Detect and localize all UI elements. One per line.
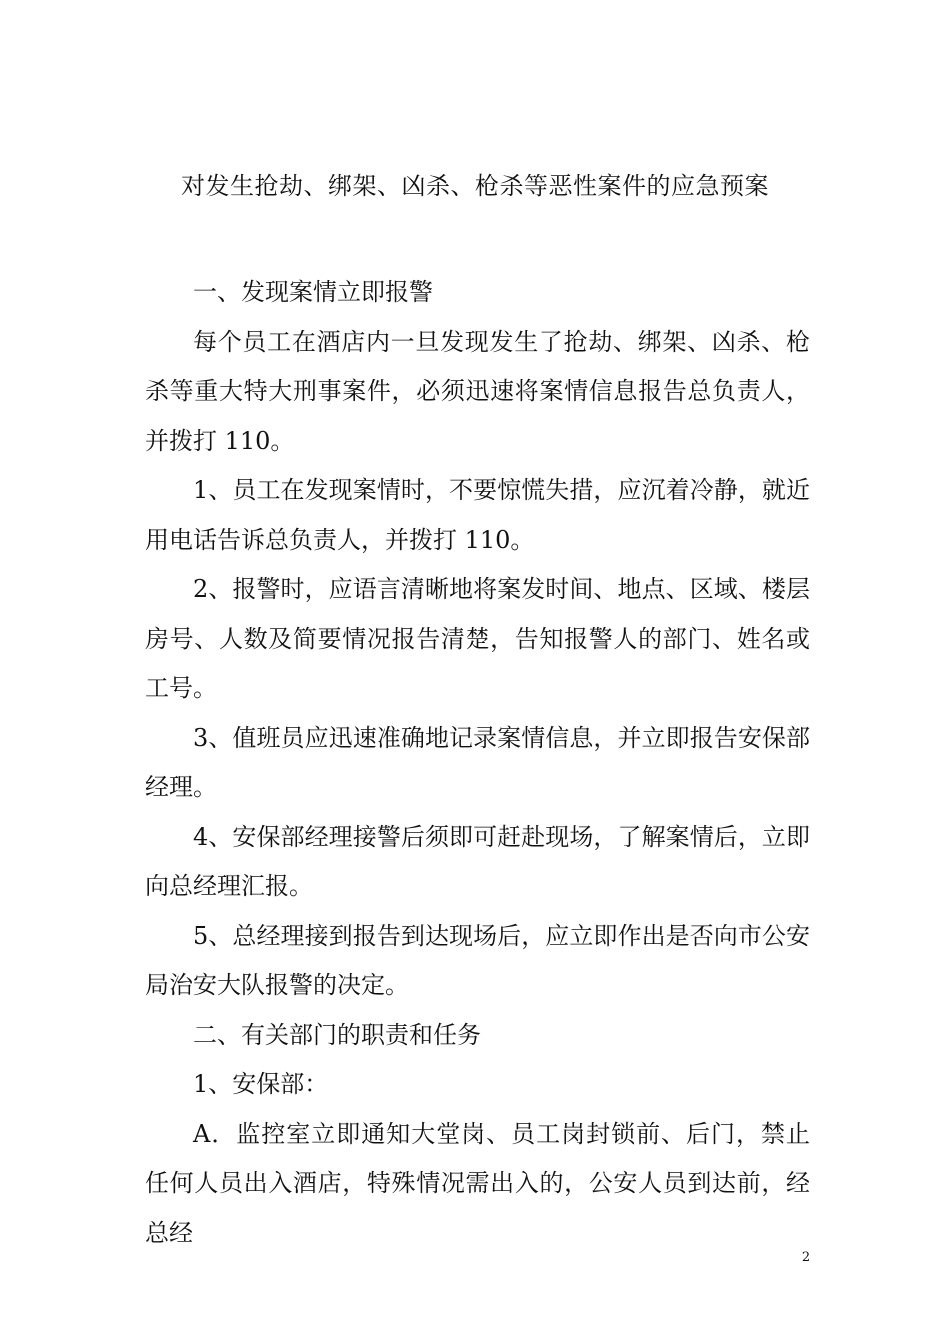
section-heading-1: 一、发现案情立即报警 <box>193 278 433 306</box>
body-paragraph: 每个员工在酒店内一旦发现发生了抢劫、绑架、凶杀、枪杀等重大特大刑事案件，必须迅速将案情信息报告总负责人，并拨打 110。 <box>145 327 810 455</box>
document-body <box>145 268 810 1258</box>
body-paragraph: 3、值班员应迅速准确地记录案情信息，并立即报告安保部经理。 <box>145 723 810 801</box>
section-heading-2: 二、有关部门的职责和任务 <box>193 1020 481 1049</box>
body-paragraph: 2、报警时，应语言清晰地将案发时间、地点、区域、楼层房号、人数及简要情况报告清楚，告知报警人的部门、姓名或工号。 <box>145 575 810 702</box>
body-paragraph: 4、安保部经理接警后须即可赶赴现场，了解案情后，立即向总经理汇报。 <box>145 822 810 900</box>
page-number: 2 <box>801 1250 811 1265</box>
body-paragraph: 5、总经理接到报告到达现场后，应立即作出是否向市公安局治安大队报警的决定。 <box>145 921 810 999</box>
document-title: 对发生抢劫、绑架、凶杀、枪杀等恶性案件的应急预案 <box>181 172 769 200</box>
body-paragraph: A．监控室立即通知大堂岗、员工岗封锁前、后门，禁止任何人员出入酒店，特殊情况需出入的，公安人员到达前，经总经 <box>145 1119 810 1247</box>
body-paragraph: 1、员工在发现案情时，不要惊慌失措，应沉着冷静，就近用电话告诉总负责人，并拨打 110。 <box>145 476 810 554</box>
subsection-heading: 1、安保部： <box>193 1070 329 1098</box>
